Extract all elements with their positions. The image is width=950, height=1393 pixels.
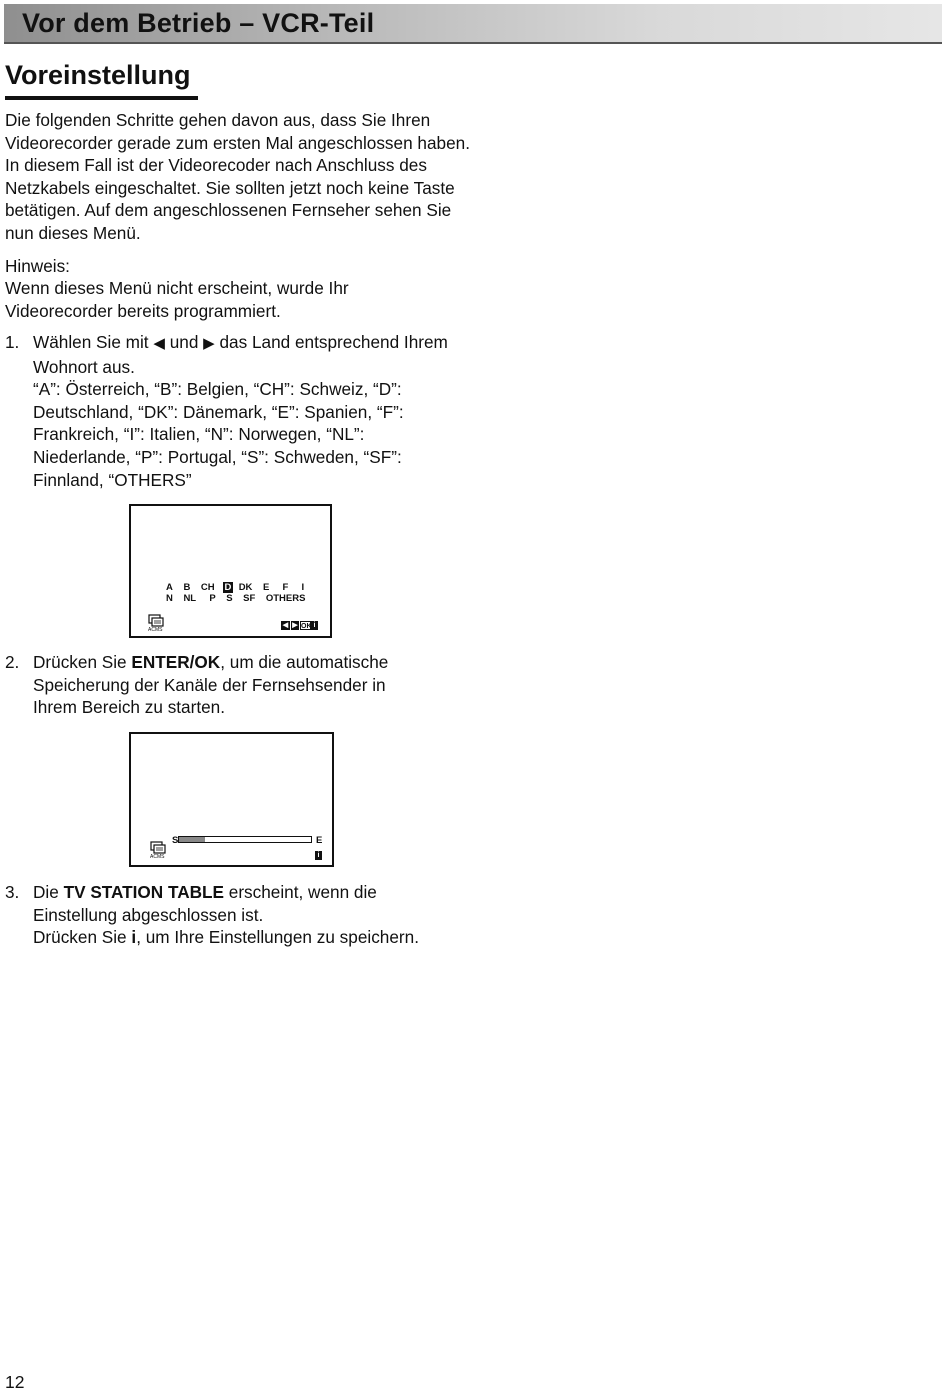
step-3-bold: TV STATION TABLE xyxy=(63,882,224,902)
step-number: 3. xyxy=(5,882,20,902)
country-option: NL xyxy=(183,593,197,604)
step-1-text-a: Wählen Sie mit xyxy=(33,332,149,352)
step-3-text-b: erscheint, wenn die Einstellung abgeschlossen ist. xyxy=(33,882,377,925)
info-key-icon: i xyxy=(315,851,322,860)
country-code-list: “A”: Österreich, “B”: Belgien, “CH”: Schweiz, “D”: Deutschland, “DK”: Dänemark, “E”: Spanien, “F”: Frankreich, “I”: Italien, “N”: Norwegen, “NL”: Niederlande, “P”: Portugal, “S”: Schweden, “SF”: Finnland, “OTHERS” xyxy=(33,379,404,490)
country-row-1 xyxy=(166,582,304,593)
country-option: DK xyxy=(238,582,253,593)
country-option: SF xyxy=(243,593,256,604)
left-arrow-icon: ◀ xyxy=(153,335,165,352)
info-key-icon: i xyxy=(311,621,318,630)
acms-label: ACMS xyxy=(150,854,165,860)
step-3-text-d: , um Ihre Einstellungen zu speichern. xyxy=(136,927,419,948)
step-number: 1. xyxy=(5,332,20,352)
step-2-text-b: , um die automatische Speicherung der Kanäle der Fernsehsender in Ihrem Bereich zu starten. xyxy=(33,652,389,718)
country-option: A xyxy=(166,582,173,593)
country-option: I xyxy=(301,582,305,593)
note-text: Wenn dieses Menü nicht erscheint, wurde Ihr Videorecorder bereits programmiert. xyxy=(5,278,349,321)
section-underline xyxy=(5,96,198,100)
step-3-bold-2: i xyxy=(131,927,137,948)
country-option: P xyxy=(209,593,216,604)
country-option: N xyxy=(166,593,173,604)
ok-key-icon: OK xyxy=(301,623,312,630)
step-1-text-b: und xyxy=(169,332,199,352)
progress-bar xyxy=(178,836,312,843)
acms-icon xyxy=(150,841,166,855)
header-bar xyxy=(4,4,942,44)
country-option-selected: D xyxy=(224,582,232,593)
tv-screen-country-menu xyxy=(129,504,332,638)
progress-start-label: S xyxy=(172,835,179,846)
step-2-bold: ENTER/OK xyxy=(131,652,221,672)
page-header-title: Vor dem Betrieb – VCR-Teil xyxy=(22,8,375,38)
section-title: Voreinstellung xyxy=(5,60,191,90)
note-label: Hinweis: xyxy=(5,256,70,276)
intro-paragraph: Die folgenden Schritte gehen davon aus, dass Sie Ihren Videorecorder gerade zum ersten Mal angeschlossen haben. In diesem Fall ist der Videorecoder nach Anschluss des Netzkabels eingeschaltet. Sie sollten jetzt noch keine Taste betätigen. Auf dem angeschlossenen Fernseher sehen Sie nun dieses Menü. xyxy=(5,110,470,243)
step-3-text-c: Drücken Sie xyxy=(33,927,127,948)
acms-label: ACMS xyxy=(148,627,163,633)
step-1-text-c: das Land entsprechend Ihrem Wohnort aus. xyxy=(33,332,448,377)
page-number: 12 xyxy=(5,1372,25,1392)
country-option: CH xyxy=(200,582,215,593)
progress-end-label: E xyxy=(316,835,323,846)
country-option: B xyxy=(183,582,191,593)
country-option: E xyxy=(262,582,270,593)
step-number: 2. xyxy=(5,652,20,672)
acms-icon xyxy=(148,614,164,628)
country-option: OTHERS xyxy=(265,593,306,604)
right-arrow-icon: ▶ xyxy=(203,335,215,352)
country-option: S xyxy=(226,593,233,604)
right-key-icon: ▶ xyxy=(292,622,298,629)
country-row-2 xyxy=(166,593,305,604)
step-3-text-a: Die xyxy=(33,882,59,902)
progress-fill xyxy=(179,837,205,842)
country-option: F xyxy=(282,582,289,593)
tv-screen-progress xyxy=(129,732,334,867)
step-2-text-a: Drücken Sie xyxy=(33,652,127,672)
left-key-icon: ◀ xyxy=(282,622,289,629)
